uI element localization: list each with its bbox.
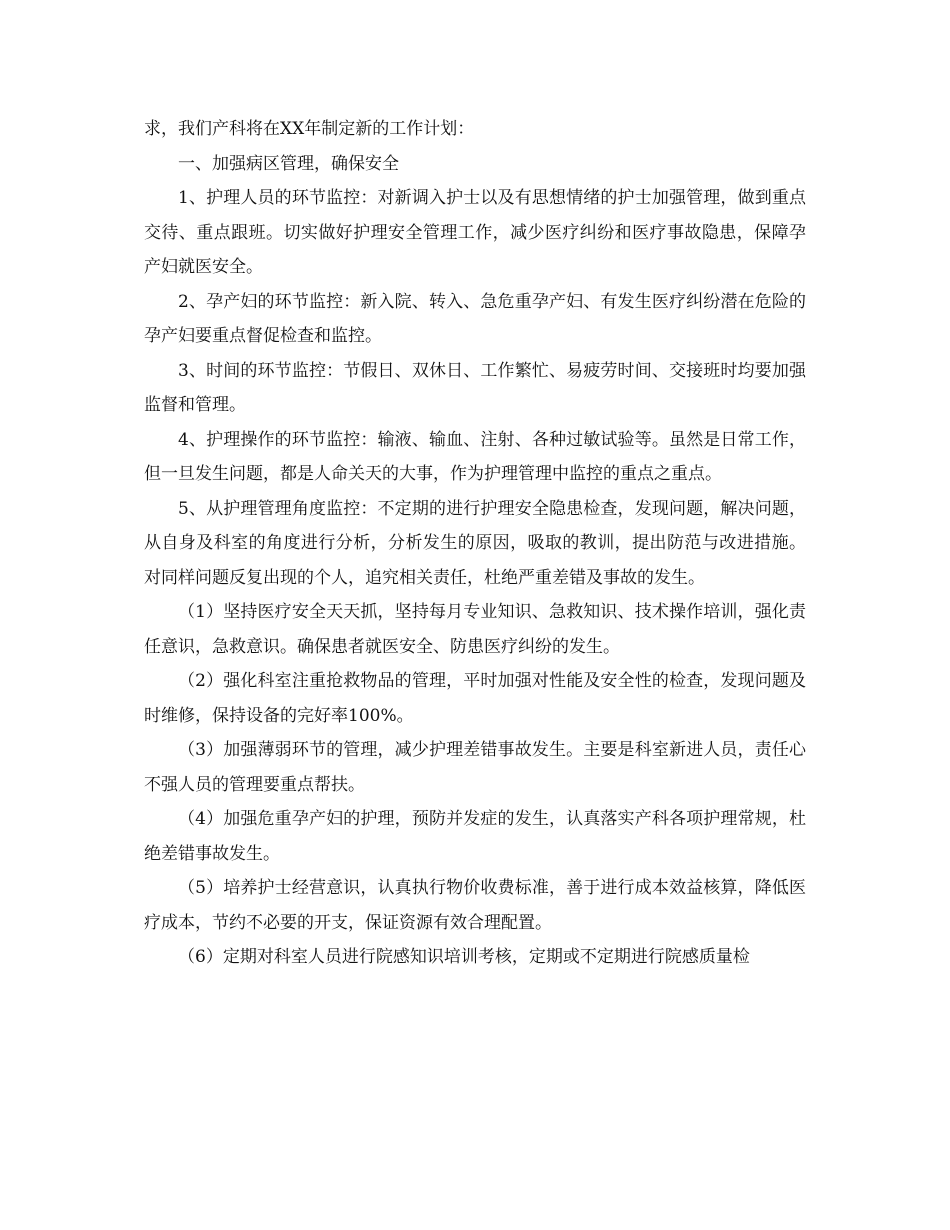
paragraph: 2、孕产妇的环节监控：新入院、转入、急危重孕产妇、有发生医疗纠纷潜在危险的孕产妇要重点督促检查和监控。 [144, 291, 806, 346]
sub-paragraph: （5）培养护士经营意识，认真执行物价收费标准，善于进行成本效益核算，降低医疗成本，节约不必要的开支，保证资源有效合理配置。 [144, 878, 806, 933]
paragraph-continuation: 求，我们产科将在XX年制定新的工作计划： [144, 119, 475, 139]
document-body [144, 112, 806, 975]
sub-paragraph: （2）强化科室注重抢救物品的管理，平时加强对性能及安全性的检查，发现问题及时维修，保持设备的完好率100%。 [144, 671, 806, 726]
sub-paragraph: （1）坚持医疗安全天天抓，坚持每月专业知识、急救知识、技术操作培训，强化责任意识，急救意识。确保患者就医安全、防患医疗纠纷的发生。 [144, 602, 806, 657]
paragraph: 4、护理操作的环节监控：输液、输血、注射、各种过敏试验等。虽然是日常工作，但一旦发生问题，都是人命关天的大事，作为护理管理中监控的重点之重点。 [144, 429, 806, 484]
sub-paragraph: （4）加强危重孕产妇的护理，预防并发症的发生，认真落实产科各项护理常规，杜绝差错事故发生。 [144, 809, 806, 864]
paragraph: 1、护理人员的环节监控：对新调入护士以及有思想情绪的护士加强管理，做到重点交待、重点跟班。切实做好护理安全管理工作，减少医疗纠纷和医疗事故隐患，保障孕产妇就医安全。 [144, 188, 806, 277]
paragraph: 5、从护理管理角度监控：不定期的进行护理安全隐患检查，发现问题，解决问题，从自身及科室的角度进行分析，分析发生的原因，吸取的教训，提出防范与改进措施。对同样问题反复出现的个人，追究相关责任，杜绝严重差错及事故的发生。 [144, 498, 806, 588]
paragraph: 3、时间的环节监控：节假日、双休日、工作繁忙、易疲劳时间、交接班时均要加强监督和管理。 [144, 360, 806, 415]
sub-paragraph: （3）加强薄弱环节的管理，减少护理差错事故发生。主要是科室新进人员，责任心不强人员的管理要重点帮扶。 [144, 740, 806, 795]
sub-paragraph: （6）定期对科室人员进行院感知识培训考核，定期或不定期进行院感质量检 [178, 947, 750, 967]
section-heading: 一、加强病区管理，确保安全 [178, 153, 399, 174]
